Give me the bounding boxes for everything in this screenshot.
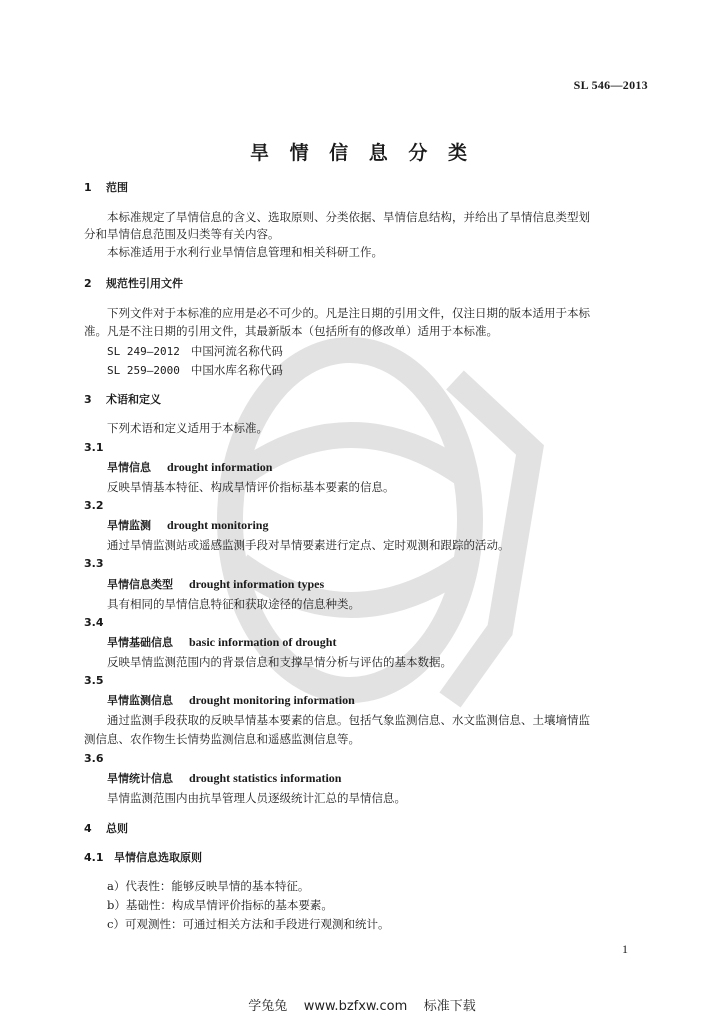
- term-title: [107, 635, 336, 650]
- term-english: drought information: [167, 460, 273, 474]
- term-chinese: 旱情基础信息: [107, 636, 173, 649]
- paragraph-line: 准。凡是不注日期的引用文件，其最新版本（包括所有的修改单）适用于本标准。: [84, 324, 498, 338]
- section-number: 2: [84, 277, 92, 290]
- term-number: 3.2: [84, 499, 104, 512]
- term-english: drought statistics information: [189, 771, 342, 785]
- term-chinese: 旱情信息类型: [107, 578, 173, 591]
- term-definition: 具有相同的旱情信息特征和获取途径的信息种类。: [107, 597, 360, 611]
- subsection-number: 4.1: [84, 851, 104, 864]
- term-chinese: 旱情信息: [107, 461, 151, 474]
- term-chinese: 旱情监测: [107, 519, 151, 532]
- list-item: c）可观测性：可通过相关方法和手段进行观测和统计。: [107, 917, 390, 931]
- term-title: [107, 771, 341, 786]
- paragraph-line: 下列文件对于本标准的应用是必不可少的。凡是注日期的引用文件，仅注日期的版本适用于本标: [107, 306, 590, 320]
- term-title: [107, 577, 324, 592]
- term-number: 3.1: [84, 441, 104, 454]
- paragraph-line: 下列术语和定义适用于本标准。: [107, 421, 268, 435]
- section-title: 规范性引用文件: [106, 277, 183, 290]
- term-definition: 反映旱情监测范围内的背景信息和支撑旱情分析与评估的基本数据。: [107, 655, 452, 669]
- normative-reference: [107, 344, 283, 359]
- reference-code: SL 249—2012: [107, 345, 180, 358]
- subsection-4-1-heading: [84, 851, 202, 865]
- section-2-heading: [84, 277, 183, 291]
- term-number: 3.5: [84, 674, 104, 687]
- term-title: [107, 518, 268, 533]
- section-3-heading: [84, 393, 161, 407]
- paragraph-line: 本标准规定了旱情信息的含义、选取原则、分类依据、旱情信息结构，并给出了旱情信息类型划: [107, 210, 590, 224]
- reference-code: SL 259—2000: [107, 364, 180, 377]
- list-item: b）基础性：构成旱情评价指标的基本要素。: [107, 898, 333, 912]
- page-number: 1: [622, 942, 628, 956]
- term-number: 3.3: [84, 557, 104, 570]
- normative-reference: [107, 363, 283, 378]
- term-chinese: 旱情监测信息: [107, 694, 173, 707]
- term-definition: 通过旱情监测站或遥感监测手段对旱情要素进行定点、定时观测和跟踪的活动。: [107, 538, 510, 552]
- paragraph-line: 本标准适用于水利行业旱情信息管理和相关科研工作。: [107, 245, 383, 259]
- reference-name: 中国水库名称代码: [190, 363, 283, 377]
- footer-watermark-text: 学兔兔 www.bzfxw.com 标准下载: [248, 999, 476, 1014]
- standard-code: SL 546—2013: [573, 78, 648, 92]
- term-definition: 反映旱情基本特征、构成旱情评价指标基本要素的信息。: [107, 480, 395, 494]
- section-title: 总则: [106, 822, 128, 835]
- term-title: [107, 693, 355, 708]
- term-chinese: 旱情统计信息: [107, 772, 173, 785]
- reference-name: 中国河流名称代码: [190, 344, 283, 358]
- section-title: 范围: [106, 181, 128, 194]
- section-number: 3: [84, 393, 92, 406]
- term-number: 3.4: [84, 616, 104, 629]
- section-number: 4: [84, 822, 92, 835]
- section-number: 1: [84, 181, 92, 194]
- list-item: a）代表性：能够反映旱情的基本特征。: [107, 879, 310, 893]
- term-title: [107, 460, 272, 475]
- term-definition: 旱情监测范围内由抗旱管理人员逐级统计汇总的旱情信息。: [107, 791, 406, 805]
- term-english: basic information of drought: [189, 635, 337, 649]
- section-4-heading: [84, 822, 128, 836]
- term-definition: 通过监测手段获取的反映旱情基本要素的信息。包括气象监测信息、水文监测信息、土壤墒情监: [107, 713, 590, 727]
- term-definition-continued: 测信息、农作物生长情势监测信息和遥感监测信息等。: [84, 732, 360, 746]
- term-english: drought monitoring information: [189, 693, 355, 707]
- document-title: 旱 情 信 息 分 类: [249, 142, 475, 164]
- paragraph-line: 分和旱情信息范围及归类等有关内容。: [84, 227, 280, 241]
- term-number: 3.6: [84, 752, 104, 765]
- section-title: 术语和定义: [106, 393, 161, 406]
- term-english: drought monitoring: [167, 518, 269, 532]
- subsection-title: 旱情信息选取原则: [114, 851, 202, 864]
- section-1-heading: [84, 181, 128, 195]
- term-english: drought information types: [189, 577, 325, 591]
